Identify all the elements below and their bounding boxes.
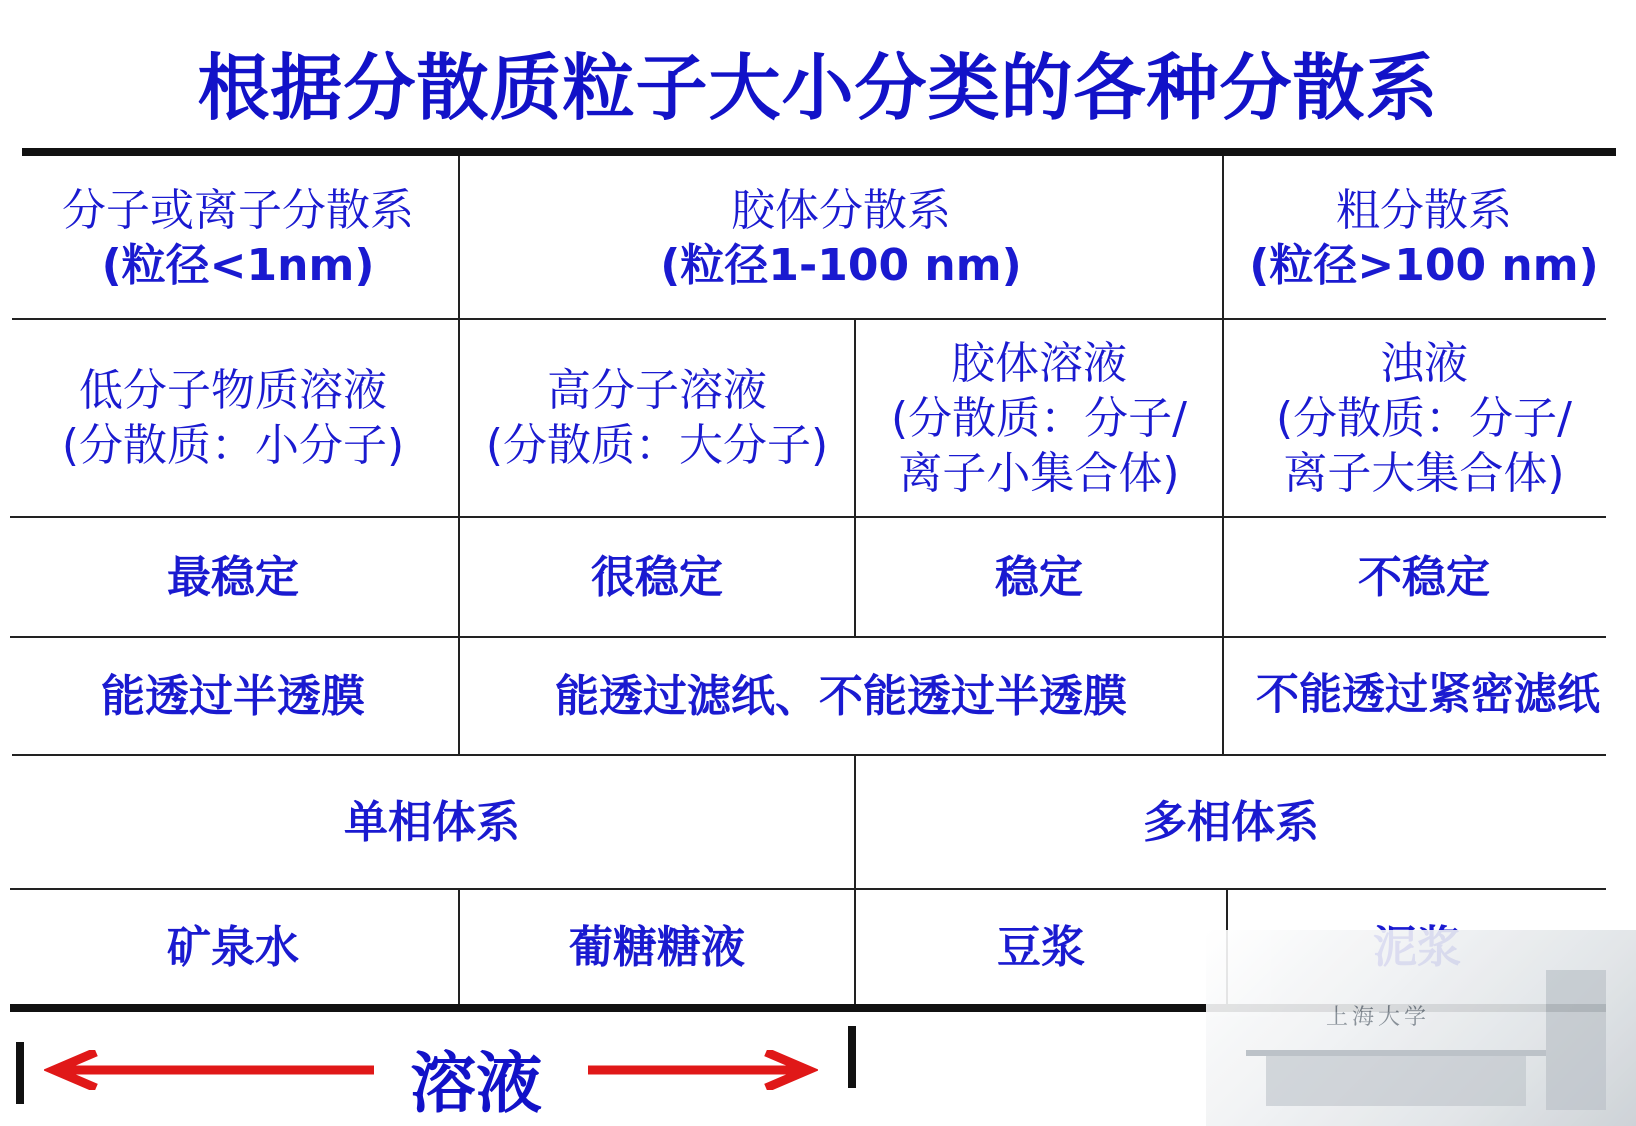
example-cell: 矿泉水 xyxy=(167,921,299,973)
example-cell: 葡糖糖液 xyxy=(569,921,745,973)
header-size: (粒径1-100 nm) xyxy=(660,240,1022,291)
permeability-cell: 能透过半透膜 xyxy=(101,670,365,722)
example-cell: 豆浆 xyxy=(997,921,1085,973)
solution-range-label: 溶液 xyxy=(410,1045,542,1122)
left-arrow-icon xyxy=(44,1050,374,1090)
stability-cell: 很稳定 xyxy=(591,551,723,603)
header-name: 粗分散系 xyxy=(1336,185,1512,236)
header-cell-colloid xyxy=(460,160,1222,316)
type-detail: (分散质：分子/ xyxy=(1276,392,1572,444)
permeability-cell: 不能透过紧密滤纸 xyxy=(1256,670,1600,721)
phase-cell-multi: 多相体系 xyxy=(1143,796,1319,848)
range-end-marker xyxy=(848,1026,856,1088)
header-size: (粒径<1nm) xyxy=(101,240,375,291)
right-arrow-icon xyxy=(588,1050,818,1090)
stability-cell: 不稳定 xyxy=(1358,551,1490,603)
type-cell-macromolecular xyxy=(460,320,854,516)
permeability-cell: 能透过滤纸、不能透过半透膜 xyxy=(555,670,1127,722)
type-name: 低分子物质溶液 xyxy=(79,365,387,416)
type-cell-suspension xyxy=(1224,320,1624,516)
range-start-marker xyxy=(16,1042,24,1104)
watermark-text: 上海大学 xyxy=(1326,1005,1431,1030)
phase-cell-single: 单相体系 xyxy=(344,796,520,848)
type-detail: (分散质：大分子) xyxy=(485,420,829,471)
header-cell-coarse xyxy=(1224,160,1624,316)
type-detail-line2: 离子小集合体) xyxy=(898,447,1180,499)
type-cell-colloid-solution xyxy=(856,320,1222,516)
type-cell-low-molecular xyxy=(10,320,456,516)
stability-cell: 最稳定 xyxy=(167,551,299,603)
stability-cell: 稳定 xyxy=(995,551,1083,603)
header-size: (粒径>100 nm) xyxy=(1249,240,1599,291)
header-name: 胶体分散系 xyxy=(731,185,951,236)
type-detail: (分散质：小分子) xyxy=(61,420,405,471)
type-name: 高分子溶液 xyxy=(547,365,767,416)
building-watermark xyxy=(1206,930,1636,1126)
type-name: 浊液 xyxy=(1380,337,1468,389)
type-detail: (分散质：分子/ xyxy=(891,392,1187,444)
page-title: 根据分散质粒子大小分类的各种分散系 xyxy=(197,46,1439,130)
top-rule xyxy=(22,148,1616,156)
type-name: 胶体溶液 xyxy=(951,337,1127,389)
header-cell-molecular xyxy=(20,160,456,316)
header-name: 分子或离子分散系 xyxy=(62,185,414,236)
type-detail-line2: 离子大集合体) xyxy=(1283,447,1565,499)
